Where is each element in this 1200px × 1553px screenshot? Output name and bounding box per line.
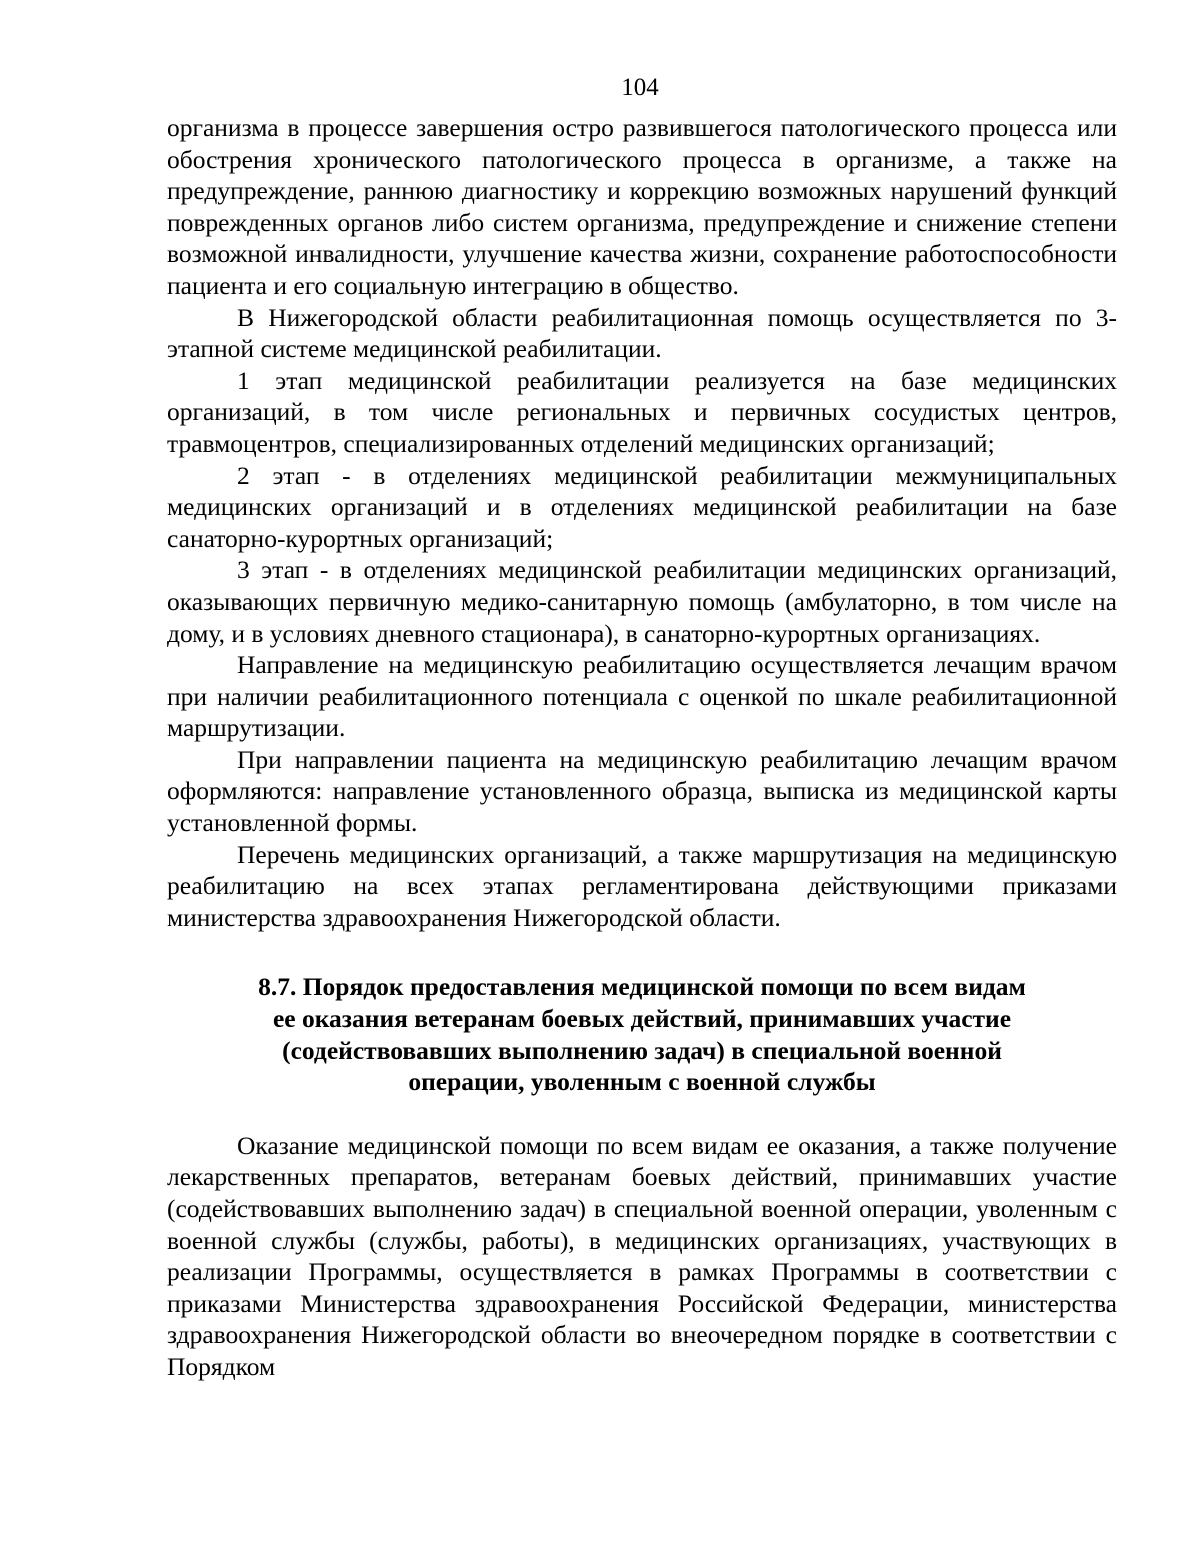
section-heading xyxy=(167,971,1117,1097)
section-heading-line: операции, уволенным с военной службы xyxy=(408,1067,876,1097)
paragraph: Оказание медицинской помощи по всем видам ее оказания, а также получение лекарственных препаратов, ветеранам боевых действий, принимавших участие (содействовавших выполнению задач) в специальной военной операции, уволенным с военной службы (службы, работы), в медицинских организациях, участвующих в реализации Программы, осуществляется в рамках Программы в соответствии с приказами Министерства здравоохранения Российской Федерации, министерства здравоохранения Нижегородской области во внеочередном порядке в соответствии с Порядком xyxy=(167,1130,1117,1381)
paragraphs-before-heading xyxy=(167,112,1117,933)
page-number: 104 xyxy=(621,74,659,101)
section-heading-line: 8.7. Порядок предоставления медицинской помощи по всем видам xyxy=(258,972,1026,1002)
section-heading-line: (содействовавших выполнению задач) в специальной военной xyxy=(282,1035,1002,1065)
paragraph: Перечень медицинских организаций, а также маршрутизация на медицинскую реабилитацию на всех этапах регламентирована действующими приказами министерства здравоохранения Нижегородской области. xyxy=(167,839,1117,932)
paragraph: Направление на медицинскую реабилитацию осуществляется лечащим врачом при наличии реабилитационного потенциала с оценкой по шкале реабилитационной маршрутизации. xyxy=(167,650,1117,743)
document-body xyxy=(167,112,1117,1383)
paragraphs-after-heading xyxy=(167,1130,1117,1383)
section-heading-line: ее оказания ветеранам боевых действий, принимавших участие xyxy=(272,1004,1012,1034)
paragraph: 3 этап - в отделениях медицинской реабилитации медицинских организаций, оказывающих первичную медико-санитарную помощь (амбулаторно, в том числе на дому, и в условиях дневного стационара), в санаторно-курортных организациях. xyxy=(167,555,1117,648)
paragraph: 2 этап - в отделениях медицинской реабилитации межмуниципальных медицинских организаций и в отделениях медицинской реабилитации на базе санаторно-курортных организаций; xyxy=(167,460,1117,553)
paragraph: При направлении пациента на медицинскую реабилитацию лечащим врачом оформляются: направление установленного образца, выписка из медицинской карты установленной формы. xyxy=(167,744,1117,838)
paragraph: 1 этап медицинской реабилитации реализуется на базе медицинских организаций, в том числе региональных и первичных сосудистых центров, травмоцентров, специализированных отделений медицинских организаций; xyxy=(167,365,1117,458)
paragraph: В Нижегородской области реабилитационная помощь осуществляется по 3-этапной системе медицинской реабилитации. xyxy=(167,302,1117,364)
paragraph: организма в процессе завершения остро развившегося патологического процесса или обострения хронического патологического процесса в организме, а также на предупреждение, раннюю диагностику и коррекцию возможных нарушений функций поврежденных органов либо систем организма, предупреждение и снижение степени возможной инвалидности, улучшение качества жизни, сохранение работоспособности пациента и его социальную интеграцию в общество. xyxy=(167,113,1117,300)
